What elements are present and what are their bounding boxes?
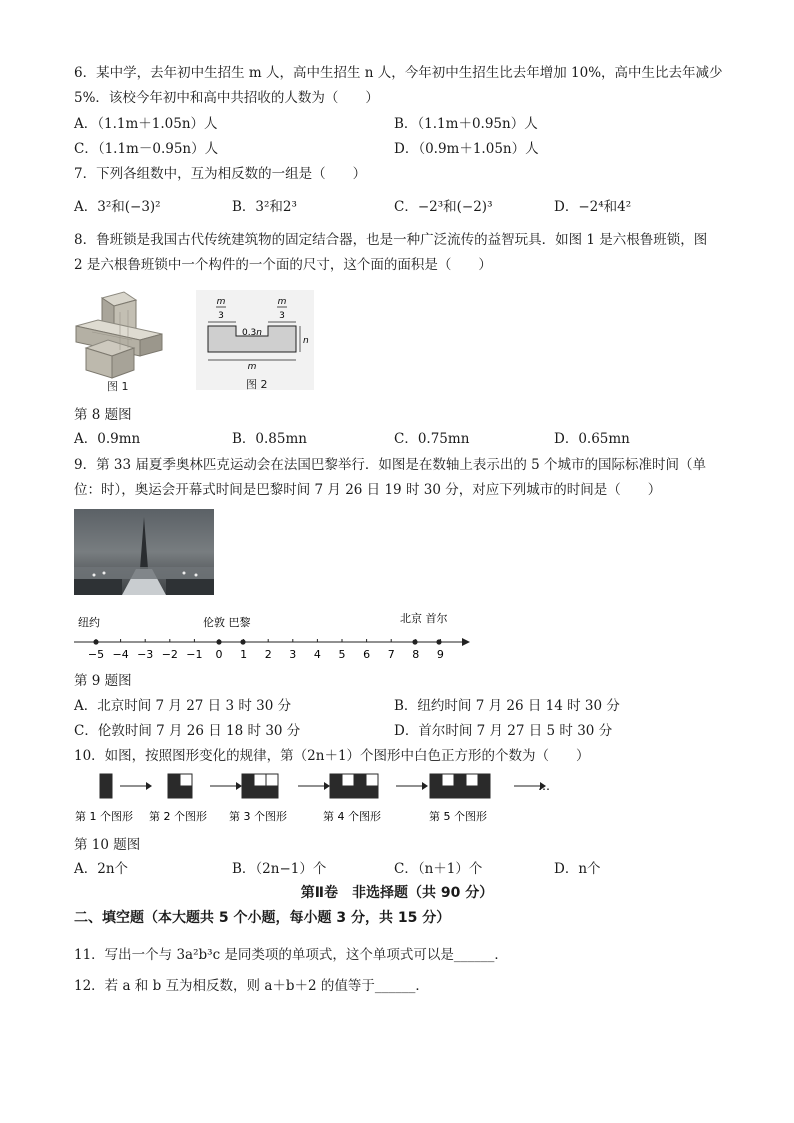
svg-text:3: 3	[279, 311, 285, 321]
black-square	[478, 774, 490, 786]
q10-option-a[interactable]: A．2n个	[74, 861, 129, 877]
q8-stem-line1: 8．鲁班锁是我国古代传统建筑物的固定结合器，也是一种广泛流传的益智玩具．如图 1 是六根鲁班锁，图	[74, 232, 708, 248]
label-london-paris: 伦敦 巴黎	[203, 616, 251, 629]
black-square	[354, 774, 366, 786]
black-square	[254, 786, 266, 798]
figure-label: 第 3 个图形	[229, 810, 287, 823]
axis-tick-label: 6	[363, 648, 371, 661]
axis-tick-label: 7	[387, 648, 395, 661]
q9-stem-line2: 位：时），奥运会开幕式时间是巴黎时间 7 月 26 日 19 时 30 分，对应下列城市的时间是（ ）	[74, 482, 662, 498]
black-square	[266, 786, 278, 798]
q7-option-d[interactable]: D．−2⁴和4²	[554, 199, 632, 215]
axis-tick-label: 2	[264, 648, 272, 661]
axis-tick-label: 8	[412, 648, 420, 661]
fig2-width-label: m	[247, 362, 257, 372]
q10-option-b[interactable]: B．（2n−1）个	[232, 861, 327, 877]
black-square	[100, 774, 112, 786]
white-square	[266, 774, 278, 786]
black-square	[478, 786, 490, 798]
q7-option-c[interactable]: C．−2³和(−2)³	[394, 199, 493, 215]
axis-tick-label: −2	[161, 648, 178, 661]
white-square	[180, 774, 192, 786]
q10-option-c[interactable]: C．（n＋1）个	[394, 861, 483, 877]
axis-tick-label: 0	[215, 648, 223, 661]
white-square	[366, 774, 378, 786]
black-square	[168, 786, 180, 798]
axis-tick-label: 5	[338, 648, 346, 661]
pattern-ellipsis: …	[538, 779, 550, 793]
luban-face-dimension-figure	[196, 290, 314, 390]
black-square	[180, 786, 192, 798]
fig2-m-over-3-right: m	[277, 297, 287, 307]
black-square	[330, 774, 342, 786]
q9-option-a[interactable]: A．北京时间 7 月 27 日 3 时 30 分	[74, 698, 292, 714]
axis-tick-label: −4	[112, 648, 129, 661]
seoul-point	[436, 639, 441, 644]
q9-stem-line1: 9．第 33 届夏季奥林匹克运动会在法国巴黎举行．如图是在数轴上表示出的 5 个城市的国际标准时间（单	[74, 457, 707, 473]
axis-tick-label: 4	[313, 648, 321, 661]
q6-option-d[interactable]: D．（0.9m＋1.05n）人	[394, 141, 539, 157]
q9-caption: 第 9 题图	[74, 673, 132, 689]
pattern-figures	[70, 770, 570, 828]
paris-point	[240, 639, 245, 644]
white-square	[442, 774, 454, 786]
arrow-head-icon	[146, 782, 152, 790]
white-square	[466, 774, 478, 786]
q8-option-a[interactable]: A．0.9mn	[74, 431, 141, 447]
q6-option-c[interactable]: C．（1.1m－0.95n）人	[74, 141, 219, 157]
fig2-height-label: n	[303, 336, 309, 346]
figure-label: 第 5 个图形	[429, 810, 487, 823]
luban-lock-figure	[72, 290, 168, 390]
black-square	[354, 786, 366, 798]
fig2-m-over-3-left: m	[216, 297, 226, 307]
black-square	[466, 786, 478, 798]
olympics-photo	[74, 509, 214, 595]
black-square	[100, 786, 112, 798]
axis-tick-label: −1	[186, 648, 203, 661]
q10-caption: 第 10 题图	[74, 837, 141, 853]
fig1-label: 图 1	[107, 380, 129, 393]
arrow-head-icon	[236, 782, 242, 790]
axis-tick-label: 9	[436, 648, 444, 661]
q8-option-d[interactable]: D．0.65mn	[554, 431, 630, 447]
figure-label: 第 2 个图形	[149, 810, 207, 823]
axis-tick-label: −5	[87, 648, 105, 661]
black-square	[366, 786, 378, 798]
black-square	[442, 786, 454, 798]
fig2-label: 图 2	[246, 378, 268, 391]
black-square	[430, 786, 442, 798]
axis-tick-label: −3	[137, 648, 154, 661]
number-line	[70, 610, 470, 666]
q6-option-b[interactable]: B．（1.1m＋0.95n）人	[394, 116, 538, 132]
q9-option-c[interactable]: C．伦敦时间 7 月 26 日 18 时 30 分	[74, 723, 301, 739]
black-square	[342, 786, 354, 798]
svg-text:3: 3	[218, 311, 224, 321]
arrow-head-icon	[422, 782, 428, 790]
label-newyork: 纽约	[78, 616, 100, 629]
q7-stem: 7．下列各组数中，互为相反数的一组是（ ）	[74, 166, 367, 182]
figure-label: 第 4 个图形	[323, 810, 381, 823]
black-square	[454, 786, 466, 798]
beijing-point	[412, 639, 417, 644]
q8-option-c[interactable]: C．0.75mn	[394, 431, 470, 447]
black-square	[242, 774, 254, 786]
q10-stem: 10．如图，按照图形变化的规律，第（2n＋1）个图形中白色正方形的个数为（ ）	[74, 748, 590, 764]
q8-caption: 第 8 题图	[74, 407, 132, 423]
black-square	[430, 774, 442, 786]
q6-stem-line1: 6．某中学，去年初中生招生 m 人，高中生招生 n 人，今年初中生招生比去年增加 10%，高中生比去年减少	[74, 65, 723, 81]
q11-text: 11．写出一个与 3a²b³c 是同类项的单项式，这个单项式可以是______．	[74, 947, 508, 963]
q6-option-a[interactable]: A．（1.1m＋1.05n）人	[74, 116, 218, 132]
fig2-gap-label: 0.3n	[241, 328, 263, 338]
black-square	[330, 786, 342, 798]
q8-stem-line2: 2 是六根鲁班锁中一个构件的一个面的尺寸，这个面的面积是（ ）	[74, 257, 492, 273]
label-beijing-seoul: 北京 首尔	[400, 612, 448, 625]
q7-option-b[interactable]: B．3²和2³	[232, 199, 297, 215]
arrow-head-icon	[324, 782, 330, 790]
black-square	[242, 786, 254, 798]
black-square	[168, 774, 180, 786]
part2-section-heading: 二、填空题（本大题共 5 个小题，每小题 3 分，共 15 分）	[74, 910, 451, 926]
black-square	[454, 774, 466, 786]
q12-text: 12．若 a 和 b 互为相反数，则 a＋b＋2 的值等于______．	[74, 978, 429, 994]
newyork-point	[93, 639, 98, 644]
axis-tick-label: 3	[289, 648, 297, 661]
q6-stem-line2: 5%．该校今年初中和高中共招收的人数为（ ）	[74, 90, 379, 106]
part2-title: 第Ⅱ卷 非选择题（共 90 分）	[300, 885, 494, 901]
q7-option-a[interactable]: A．3²和(−3)²	[74, 199, 161, 215]
q8-option-b[interactable]: B．0.85mn	[232, 431, 307, 447]
q9-option-d[interactable]: D．首尔时间 7 月 27 日 5 时 30 分	[394, 723, 613, 739]
white-square	[254, 774, 266, 786]
q10-option-d[interactable]: D．n个	[554, 861, 601, 877]
axis-tick-label: 1	[240, 648, 248, 661]
london-point	[216, 639, 221, 644]
figure-label: 第 1 个图形	[75, 810, 133, 823]
white-square	[342, 774, 354, 786]
q9-option-b[interactable]: B．纽约时间 7 月 26 日 14 时 30 分	[394, 698, 620, 714]
